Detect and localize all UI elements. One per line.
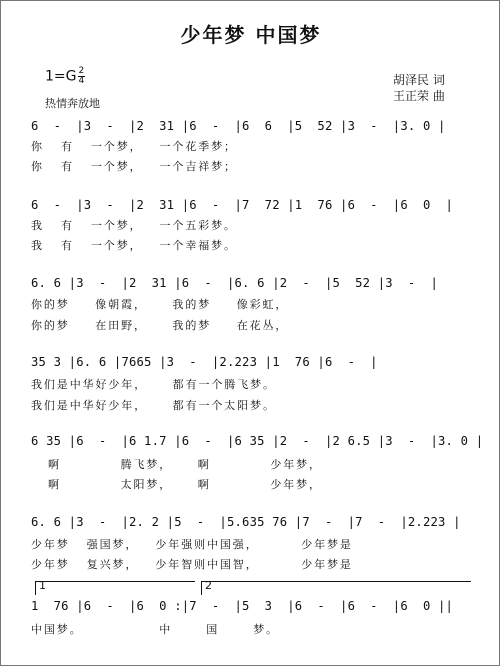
lyric-line-3b: 你的梦 在田野， 我的梦 在花丛， xyxy=(31,319,289,332)
lyric-line-1b: 你 有 一个梦， 一个吉祥梦； xyxy=(31,160,237,173)
lyric-line-2a: 我 有 一个梦， 一个五彩梦。 xyxy=(31,219,237,232)
first-ending-number: 1 xyxy=(39,579,46,592)
key-signature xyxy=(45,67,85,86)
lyric-line-2b: 我 有 一个梦， 一个幸福梦。 xyxy=(31,239,237,252)
notation-line-5: 6 35 |6 - |6 1.7 |6 - |6 35 |2 - |2 6.5 |3 - |3. 0 | xyxy=(31,434,484,448)
key-tonic: 1=G xyxy=(45,68,77,85)
lyricist-credit: 胡泽民 词 xyxy=(393,73,445,87)
notation-line-7: 1 76 |6 - |6 0 :|7 - |5 3 |6 - |6 - |6 0 || xyxy=(31,599,454,613)
composer-credit: 王正荣 曲 xyxy=(393,89,445,103)
notation-line-6: 6. 6 |3 - |2. 2 |5 - |5.635 76 |7 - |7 - |2.223 | xyxy=(31,515,461,529)
time-signature-top: 2 xyxy=(78,66,85,76)
lyric-line-5a: 啊 腾飞梦， 啊 少年梦， xyxy=(31,458,322,471)
second-ending-number: 2 xyxy=(205,579,212,592)
lyric-line-6b: 少年梦 复兴梦， 少年智则中国智， 少年梦是 xyxy=(31,558,353,571)
notation-line-2: 6 - |3 - |2 31 |6 - |7 72 |1 76 |6 - |6 0 | xyxy=(31,198,454,212)
first-ending-bracket xyxy=(35,581,195,582)
notation-line-4: 35 3 |6. 6 |7665 |3 - |2.223 |1 76 |6 - | xyxy=(31,355,378,369)
time-signature-bottom: 4 xyxy=(78,76,85,86)
lyric-line-3a: 你的梦 像朝霞， 我的梦 像彩虹， xyxy=(31,298,289,311)
first-ending-bracket-left xyxy=(35,581,36,595)
tempo-marking: 热情奔放地 xyxy=(45,97,100,110)
song-title: 少年梦 中国梦 xyxy=(180,23,322,47)
lyric-line-4b: 我们是中华好少年， 都有一个太阳梦。 xyxy=(31,399,276,412)
time-signature xyxy=(78,67,86,86)
second-ending-bracket-left xyxy=(201,581,202,595)
lyric-line-4a: 我们是中华好少年， 都有一个腾飞梦。 xyxy=(31,378,276,391)
notation-line-3: 6. 6 |3 - |2 31 |6 - |6. 6 |2 - |5 52 |3 - | xyxy=(31,276,439,290)
second-ending-bracket xyxy=(201,581,471,582)
lyric-line-6a: 少年梦 强国梦， 少年强则中国强， 少年梦是 xyxy=(31,538,353,551)
lyric-line-7: 中国梦。 中 国 梦。 xyxy=(31,623,280,636)
notation-line-1: 6 - |3 - |2 31 |6 - |6 6 |5 52 |3 - |3. 0 | xyxy=(31,119,446,133)
lyric-line-5b: 啊 太阳梦， 啊 少年梦， xyxy=(31,478,322,491)
lyric-line-1a: 你 有 一个梦， 一个花季梦； xyxy=(31,140,237,153)
